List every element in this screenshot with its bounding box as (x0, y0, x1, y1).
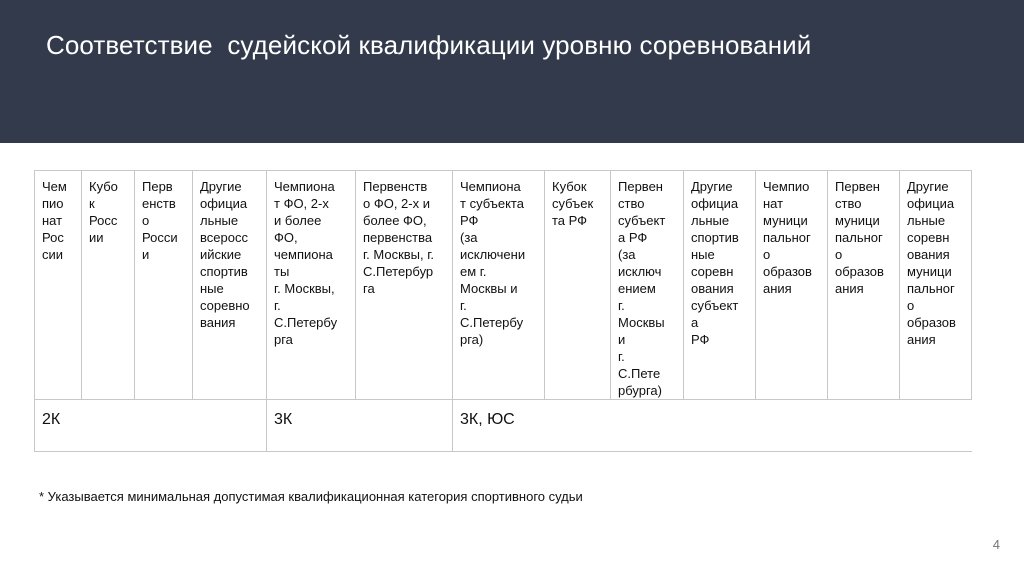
table-header-cell: Первенств о ФО, 2-х и более ФО, первенства г. Москвы, г. С.Петербур га (356, 171, 453, 400)
slide-header (0, 0, 1024, 143)
table-header-cell: Первен ство субъект а РФ (за исключ ением г. Москвы и г. С.Пете рбурга) (611, 171, 684, 400)
table-cell-category: 2К (35, 400, 267, 452)
table-row (35, 400, 972, 452)
table-header-cell: Чемпио нат муници пальног о образов ания (756, 171, 828, 400)
table-header-row (35, 171, 972, 400)
table-header-cell: Другие официа льные всеросс ийские спортив ные соревно вания (193, 171, 267, 400)
page-number: 4 (992, 537, 1000, 552)
table-header-cell: Другие официа льные соревн ования муници пальног о образов ания (900, 171, 972, 400)
table-cell-category: 3К, ЮС (453, 400, 972, 452)
table-header-cell: Кубо к Росс ии (82, 171, 135, 400)
footnote: * Указывается минимальная допустимая квалификационная категория спортивного судьи (39, 489, 583, 504)
table-header-cell: Другие официа льные спортив ные соревн ования субъект а РФ (684, 171, 756, 400)
slide-title: Соответствие судейской квалификации уровню соревнований (46, 30, 812, 60)
table-cell-category: 3К (267, 400, 453, 452)
table-header-cell: Перв енств о Росси и (135, 171, 193, 400)
qualification-table (34, 170, 972, 452)
table-header-cell: Первен ство муници пальног о образов ания (828, 171, 900, 400)
table-header-cell: Чемпиона т ФО, 2-х и более ФО, чемпиона ты г. Москвы, г. С.Петербу рга (267, 171, 356, 400)
table-header-cell: Чем пио нат Рос сии (35, 171, 82, 400)
table-header-cell: Чемпиона т субъекта РФ (за исключени ем г. Москвы и г. С.Петербу рга) (453, 171, 545, 400)
table-header-cell: Кубок субъек та РФ (545, 171, 611, 400)
